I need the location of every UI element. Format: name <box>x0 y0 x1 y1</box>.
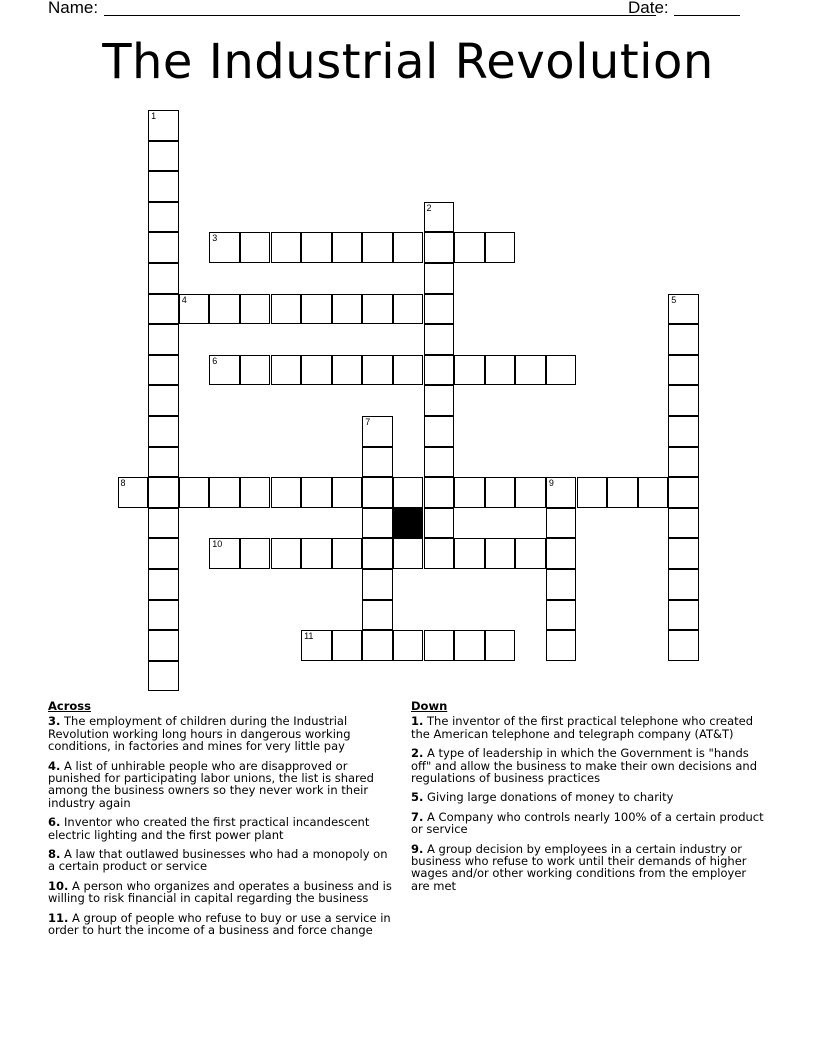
grid-cell[interactable] <box>424 355 455 386</box>
grid-cell[interactable] <box>362 508 393 539</box>
grid-cell[interactable] <box>332 538 363 569</box>
cell-number: 11 <box>304 631 314 642</box>
grid-cell[interactable] <box>209 294 240 325</box>
clue-text: A person who organizes and operates a business and is willing to risk financial in capital regarding the business <box>48 878 392 906</box>
grid-cell[interactable] <box>301 232 332 263</box>
grid-cell[interactable] <box>118 477 149 508</box>
grid-cell[interactable] <box>668 355 699 386</box>
grid-cell[interactable] <box>577 477 608 508</box>
grid-cell[interactable] <box>393 355 424 386</box>
grid-cell[interactable] <box>332 232 363 263</box>
grid-cell[interactable] <box>362 416 393 447</box>
grid-cell[interactable] <box>148 202 179 233</box>
grid-cell[interactable] <box>393 538 424 569</box>
cell-number: 10 <box>212 539 223 550</box>
grid-cell[interactable] <box>546 538 577 569</box>
grid-cell[interactable] <box>148 661 179 692</box>
grid-cell[interactable] <box>362 232 393 263</box>
grid-cell[interactable] <box>332 477 363 508</box>
grid-cell[interactable] <box>362 569 393 600</box>
grid-cell[interactable] <box>148 416 179 447</box>
clue-number: 11. <box>48 910 69 925</box>
grid-cell[interactable] <box>179 294 210 325</box>
down-heading: Down <box>411 699 448 713</box>
grid-cell[interactable] <box>362 294 393 325</box>
grid-cell[interactable] <box>668 447 699 478</box>
grid-cell[interactable] <box>362 630 393 661</box>
grid-cell[interactable] <box>668 508 699 539</box>
grid-cell[interactable] <box>148 263 179 294</box>
grid-cell[interactable] <box>485 477 516 508</box>
clue-text: A Company who controls nearly 100% of a certain product or service <box>411 809 764 837</box>
grid-cell[interactable] <box>485 630 516 661</box>
down-clue <box>411 715 766 740</box>
grid-cell[interactable] <box>668 569 699 600</box>
grid-cell[interactable] <box>454 477 485 508</box>
clue-number: 1. <box>411 714 424 729</box>
grid-cell[interactable] <box>424 477 455 508</box>
cell-number: 3 <box>212 233 218 244</box>
grid-cell[interactable] <box>148 141 179 172</box>
clue-text: Inventor who created the first practical incandescent electric lighting and the first power plant <box>48 815 370 842</box>
grid-cell[interactable] <box>668 294 699 325</box>
grid-cell[interactable] <box>668 477 699 508</box>
grid-cell[interactable] <box>148 171 179 202</box>
grid-cell[interactable] <box>393 630 424 661</box>
down-clue <box>411 843 766 893</box>
cell-number: 1 <box>151 111 157 121</box>
grid-cell[interactable] <box>240 477 271 508</box>
grid-cell[interactable] <box>546 630 577 661</box>
clue-text: The inventor of the first practical telephone who created the American telephone and telegraph company (AT&T) <box>411 714 754 741</box>
clue-number: 10. <box>48 878 69 893</box>
clue-text: A list of unhirable people who are disapproved or punished for participating labor unions, the list is shared among the business owners so they never work in their industry again <box>48 758 374 810</box>
grid-cell[interactable] <box>485 355 516 386</box>
grid-cell[interactable] <box>209 355 240 386</box>
clue-text: A law that outlawed businesses who had a monopoly on a certain product or service <box>48 847 388 874</box>
grid-cell[interactable] <box>546 600 577 631</box>
grid-cell[interactable] <box>485 538 516 569</box>
grid-cell[interactable] <box>148 630 179 661</box>
cell-number: 8 <box>120 478 126 489</box>
grid-cell[interactable] <box>668 385 699 416</box>
grid-cell[interactable] <box>209 538 240 569</box>
grid-cell[interactable] <box>148 385 179 416</box>
grid-cell[interactable] <box>301 630 332 661</box>
grid-cell[interactable] <box>271 477 302 508</box>
clue-number: 7. <box>411 809 424 824</box>
down-clue <box>411 811 766 836</box>
grid-cell[interactable] <box>148 477 179 508</box>
grid-cell[interactable] <box>332 630 363 661</box>
grid-cell[interactable] <box>301 355 332 386</box>
grid-cell[interactable] <box>424 538 455 569</box>
clue-number: 9. <box>411 841 424 856</box>
grid-cell[interactable] <box>301 294 332 325</box>
grid-cell[interactable] <box>148 294 179 325</box>
grid-cell[interactable] <box>148 538 179 569</box>
grid-cell[interactable] <box>301 538 332 569</box>
grid-cell[interactable] <box>424 447 455 478</box>
grid-cell[interactable] <box>546 477 577 508</box>
clue-text: A group decision by employees in a certain industry or business who refuse to work until their demands of higher wages and/or other working conditions from the employer are met <box>411 841 747 893</box>
grid-cell[interactable] <box>148 110 179 141</box>
cell-number: 7 <box>365 417 371 427</box>
cell-number: 2 <box>426 202 432 213</box>
grid-cell[interactable] <box>515 477 546 508</box>
grid-cell[interactable] <box>424 416 455 447</box>
grid-cell[interactable] <box>148 324 179 355</box>
grid-cell[interactable] <box>240 538 271 569</box>
grid-cell[interactable] <box>148 508 179 539</box>
across-clue <box>48 848 398 873</box>
across-clues <box>48 700 398 944</box>
grid-cell[interactable] <box>362 447 393 478</box>
grid-cell[interactable] <box>271 355 302 386</box>
grid-cell[interactable] <box>362 600 393 631</box>
name-label: Name: <box>48 0 99 17</box>
grid-cell[interactable] <box>393 294 424 325</box>
grid-cell[interactable] <box>485 232 516 263</box>
clue-text: The employment of children during the Industrial Revolution working long hours in dangerous working conditions, in factories and mines for very little pay <box>48 714 351 754</box>
grid-cell[interactable] <box>240 232 271 263</box>
clue-text: Giving large donations of money to charity <box>423 790 674 805</box>
grid-cell[interactable] <box>209 477 240 508</box>
grid-cell[interactable] <box>148 232 179 263</box>
grid-cell[interactable] <box>454 232 485 263</box>
grid-cell[interactable] <box>301 477 332 508</box>
grid-cell[interactable] <box>424 385 455 416</box>
grid-cell[interactable] <box>271 294 302 325</box>
grid-cell[interactable] <box>668 416 699 447</box>
page-title: The Industrial Revolution <box>102 34 714 90</box>
grid-cell[interactable] <box>515 355 546 386</box>
clue-number: 8. <box>48 847 61 862</box>
grid-cell[interactable] <box>668 538 699 569</box>
grid-cell[interactable] <box>148 600 179 631</box>
date-label: Date: <box>628 0 669 17</box>
grid-cell[interactable] <box>362 355 393 386</box>
grid-cell[interactable] <box>393 477 424 508</box>
grid-cell[interactable] <box>546 508 577 539</box>
grid-cell[interactable] <box>393 232 424 263</box>
across-clue <box>48 880 398 905</box>
grid-cell[interactable] <box>362 477 393 508</box>
grid-cell[interactable] <box>546 355 577 386</box>
grid-cell[interactable] <box>332 294 363 325</box>
grid-cell[interactable] <box>454 538 485 569</box>
grid-cell[interactable] <box>271 538 302 569</box>
grid-cell[interactable] <box>668 324 699 355</box>
cell-number: 5 <box>671 294 677 305</box>
grid-cell[interactable] <box>424 324 455 355</box>
grid-cell[interactable] <box>607 477 638 508</box>
grid-cell[interactable] <box>454 355 485 386</box>
grid-cell[interactable] <box>546 569 577 600</box>
clue-text: A group of people who refuse to buy or use a service in order to hurt the income of a business and force change <box>48 910 391 938</box>
clue-number: 6. <box>48 815 61 830</box>
grid-cell[interactable] <box>668 600 699 631</box>
clue-number: 5. <box>411 790 424 805</box>
grid-cell[interactable] <box>148 355 179 386</box>
grid-cell[interactable] <box>515 538 546 569</box>
grid-cell[interactable] <box>240 355 271 386</box>
grid-cell[interactable] <box>148 569 179 600</box>
down-clue <box>411 747 766 784</box>
grid-cell[interactable] <box>209 232 240 263</box>
grid-cell[interactable] <box>424 630 455 661</box>
across-clue <box>48 760 398 810</box>
grid-cell[interactable] <box>424 508 455 539</box>
clue-text: A type of leadership in which the Government is "hands off" and allow the business to make their own decisions and regulations of business practices <box>411 746 757 786</box>
cell-number: 4 <box>181 294 187 305</box>
across-heading: Across <box>48 699 91 713</box>
grid-cell[interactable] <box>148 447 179 478</box>
grid-cell[interactable] <box>240 294 271 325</box>
grid-cell[interactable] <box>424 263 455 294</box>
down-clue <box>411 791 766 803</box>
clue-number: 4. <box>48 758 61 773</box>
grid-cell[interactable] <box>668 630 699 661</box>
clue-number: 3. <box>48 714 61 729</box>
cell-number: 9 <box>548 478 554 489</box>
grid-cell[interactable] <box>332 355 363 386</box>
grid-cell[interactable] <box>424 294 455 325</box>
grid-cell[interactable] <box>424 202 455 233</box>
across-clue <box>48 912 398 937</box>
grid-cell[interactable] <box>454 630 485 661</box>
grid-cell[interactable] <box>271 232 302 263</box>
black-cell <box>393 508 424 539</box>
down-clues <box>411 700 766 899</box>
clue-number: 2. <box>411 746 424 761</box>
grid-cell[interactable] <box>638 477 669 508</box>
grid-cell[interactable] <box>362 538 393 569</box>
cell-number: 6 <box>212 355 218 366</box>
grid-cell[interactable] <box>424 232 455 263</box>
across-clue <box>48 715 398 752</box>
grid-cell[interactable] <box>179 477 210 508</box>
across-clue <box>48 816 398 841</box>
